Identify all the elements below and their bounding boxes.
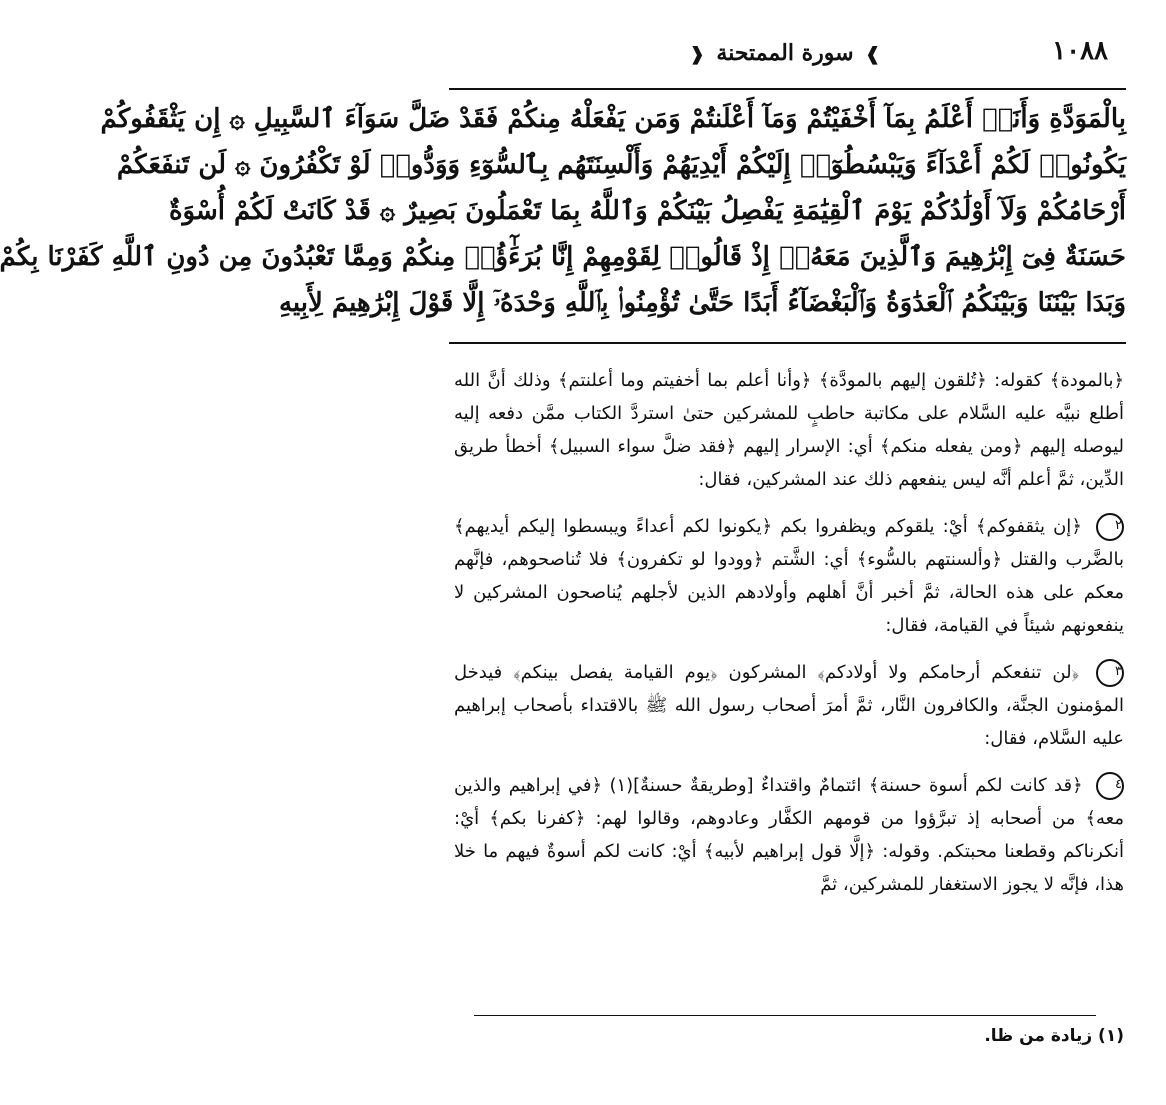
quran-line: يَكُونُوا۟ لَكُمْ أَعْدَآءً وَيَبْسُطُوٓا۟ إِلَيْكُمْ أَيْدِيَهُمْ وَأَلْسِنَتَهُم بِٱلسُّوٓءِ وَوَدُّوا۟ لَوْ تَكْفُرُونَ ۞ لَن تَنفَعَكُمْ	[116, 150, 1126, 180]
verse-number-badge: ٣	[1096, 659, 1124, 687]
tafsir-text: ﴿بالمودة﴾ كقوله: ﴿تُلقون إليهم بالمودَّة﴾ ﴿وأنا أعلم بما أخفيتم وما أعلنتم﴾ وذلك أنَّ الله أطلع نبيَّه عليه السَّلام على مكاتبة حاطبٍ للمشركين حتىٰ استردَّ الكتاب ممَّن دفعه إليه ليوصله إليهم ﴿ومن يفعله منكم﴾ أي: الإسرار إليهم ﴿فقد ضلَّ سواء السبيل﴾ أخطأ طريق الدِّين، ثمَّ أعلم أنَّه ليس ينفعهم ذلك عند المشركين، فقال:	[454, 370, 1124, 490]
page-number: ١٠٨٨	[1052, 36, 1108, 66]
quran-line: بِالْمَوَدَّةِ وَأَنَا۠ أَعْلَمُ بِمَآ أَخْفَيْتُمْ وَمَآ أَعْلَنتُمْ وَمَن يَفْعَلْهُ مِنكُمْ فَقَدْ ضَلَّ سَوَآءَ ٱلسَّبِيلِ ۞ إِن يَثْقَفُوكُمْ	[100, 104, 1126, 134]
quran-text-block	[0, 96, 1126, 326]
page-header	[444, 30, 1126, 80]
tafsir-paragraph	[454, 364, 1124, 496]
quran-line: أَرْحَامُكُمْ وَلَآ أَوْلَٰدُكُمْ يَوْمَ ٱلْقِيَٰمَةِ يَفْصِلُ بَيْنَكُمْ وَٱللَّهُ بِمَا تَعْمَلُونَ بَصِيرٌ ۞ قَدْ كَانَتْ لَكُمْ أُسْوَةٌ	[168, 196, 1126, 226]
surah-title-text: سورة الممتحنة	[716, 40, 854, 66]
footnote-rule	[474, 1015, 1096, 1016]
ornament-right-icon: ❱	[865, 44, 881, 65]
tafsir-commentary	[454, 364, 1124, 915]
footnote: (١) زيادة من ظا.	[984, 1026, 1124, 1046]
ornament-left-icon: ❰	[689, 44, 705, 65]
surah-title	[444, 40, 1126, 66]
verse-number-badge: ٢	[1096, 513, 1124, 541]
tafsir-paragraph	[454, 656, 1124, 755]
quran-line: وَبَدَا بَيْنَنَا وَبَيْنَكُمُ ٱلْعَدَٰوَةُ وَٱلْبَغْضَآءُ أَبَدًا حَتَّىٰ تُؤْمِنُوا۟ بِٱللَّهِ وَحْدَهُۥٓ إِلَّا قَوْلَ إِبْرَٰهِيمَ لِأَبِيهِ	[278, 288, 1126, 318]
tafsir-text: ﴿قد كانت لكم أسوة حسنة﴾ ائتمامٌ واقتداءٌ [وطريقةٌ حسنةٌ](١) ﴿في إبراهيم والذين معه﴾ من أصحابه إذ تبرَّؤوا من قومهم الكفَّار وعادوهم، وقالوا لهم: ﴿كفرنا بكم﴾ أيْ: أنكرناكم وقطعنا محبتكم. وقوله: ﴿إلَّا قول إبراهيم لأبيه﴾ أيْ: كانت لكم أسوةٌ فيهم ما خلا هذا، فإنَّه لا يجوز الاستغفار للمشركين، ثمَّ	[454, 775, 1124, 895]
section-divider	[449, 342, 1126, 344]
verse-number-badge: ٤	[1096, 772, 1124, 800]
tafsir-paragraph	[454, 769, 1124, 901]
tafsir-paragraph	[454, 510, 1124, 642]
quran-line: حَسَنَةٌ فِىٓ إِبْرَٰهِيمَ وَٱلَّذِينَ مَعَهُۥٓ إِذْ قَالُوا۟ لِقَوْمِهِمْ إِنَّا بُرَءَٰٓؤُا۟ مِنكُمْ وَمِمَّا تَعْبُدُونَ مِن دُونِ ٱللَّهِ كَفَرْنَا بِكُمْ	[0, 242, 1126, 272]
tafsir-text: ﴿إن يثقفوكم﴾ أيْ: يلقوكم ويظفروا بكم ﴿يكونوا لكم أعداءً ويبسطوا إليكم أيديهم﴾ بالضَّرب والقتل ﴿وألسنتهم بالسُّوء﴾ أي: الشَّتم ﴿وودوا لو تكفرون﴾ فلا تُناصحوهم، فإنَّهم معكم على هذه الحالة، ثمَّ أخبر أنَّ أهلهم وأولادهم الذين لأجلهم يُناصحون المشركين لا ينفعونهم شيئاً في القيامة، فقال:	[454, 516, 1124, 636]
tafsir-text: ﴿لن تنفعكم أرحامكم ولا أولادكم﴾ المشركون ﴿يوم القيامة يفصل بينكم﴾ فيدخل المؤمنون الجنَّة، والكافرون النَّار، ثمَّ أمرَ أصحاب رسول الله ﷺ بالاقتداء بأصحاب إبراهيم عليه السَّلام، فقال:	[454, 662, 1124, 749]
header-rule	[449, 88, 1126, 90]
